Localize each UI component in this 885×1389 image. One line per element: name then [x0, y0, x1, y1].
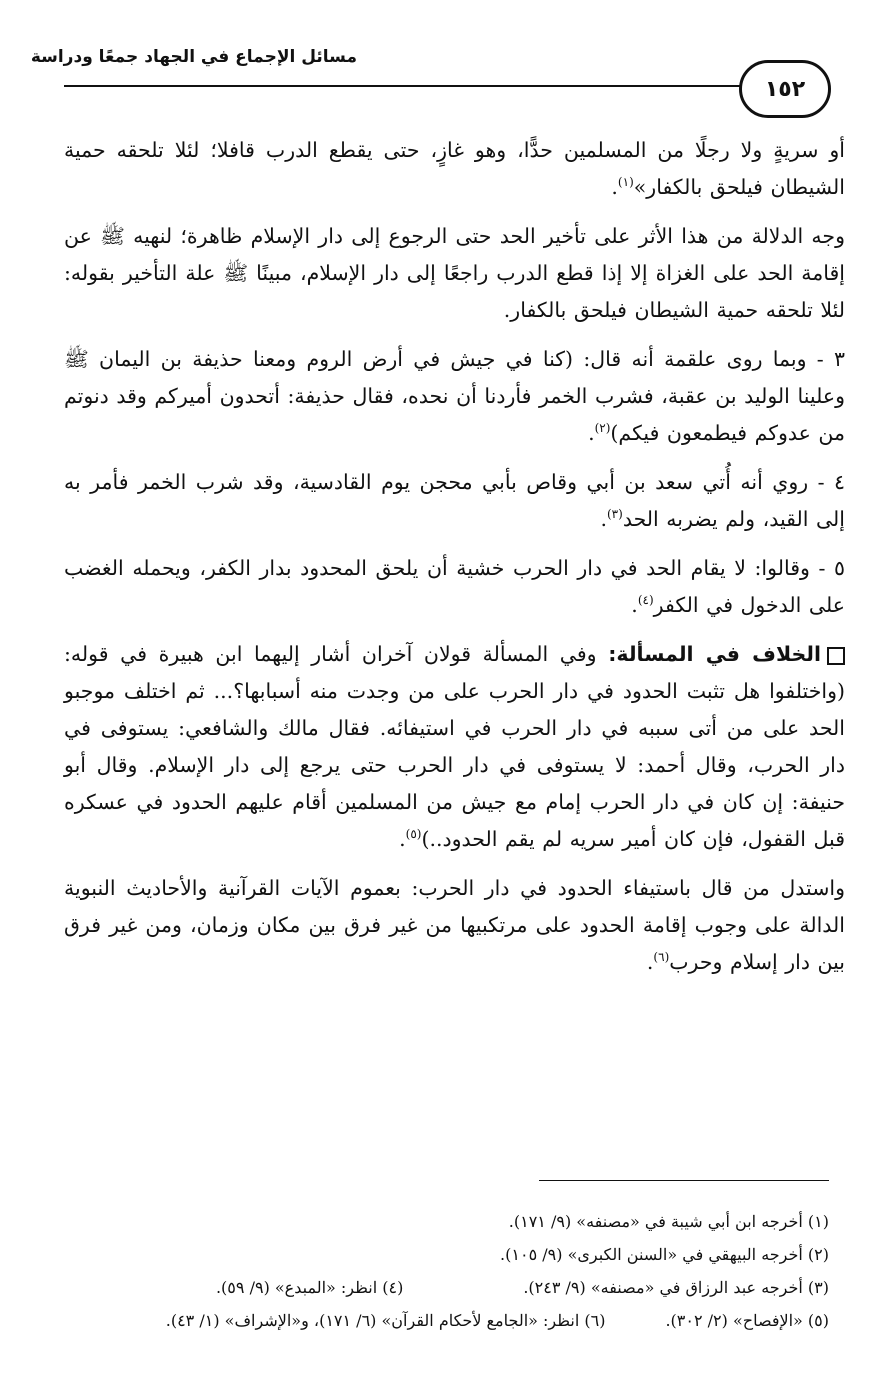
- footnote-row: [48, 1205, 829, 1238]
- paragraph-tail: .: [600, 507, 607, 531]
- paragraph-tail: .: [646, 950, 654, 974]
- main-text: [64, 132, 845, 981]
- page-number: ١٥٢: [764, 76, 806, 102]
- paragraph-tail: .: [399, 827, 406, 851]
- footnote-ref: (٣): [606, 507, 623, 522]
- paragraph-text: وجه الدلالة من هذا الأثر على تأخير الحد حتى الرجوع إلى دار الإسلام ظاهرة؛ لنهيه ﷺ عن إقامة الحد على الغزاة إلا إذا قطع الدرب راجعًا إلى دار الإسلام، مبينًا ﷺ علة التأخير بقوله: لئلا تلحقه حمية الشيطان فيلحق بالكفار.: [64, 224, 845, 322]
- footnote-row: [48, 1238, 829, 1271]
- footnote-5: (٥) «الإفصاح» (٢/ ٣٠٢).: [665, 1311, 829, 1330]
- paragraph-tail: .: [631, 593, 638, 617]
- footnote-row: [48, 1304, 829, 1337]
- footnote-ref: (٤): [637, 593, 654, 608]
- footnote-ref: (١): [617, 175, 634, 190]
- paragraph-text: ٣ - وبما روى علقمة أنه قال: (كنا في جيش في أرض الروم ومعنا حذيفة بن اليمان ﷺ وعلينا الوليد بن عقبة، فشرب الخمر فأردنا أن نحده، فقال حذيفة: أتحدون أميركم وقد دنوتم من عدوكم فيطمعون فيكم): [64, 347, 845, 445]
- footnotes: [48, 1205, 829, 1337]
- footnote-6: (٦) انظر: «الجامع لأحكام القرآن» (٦/ ١٧١)، و«الإشراف» (١/ ٤٣).: [165, 1311, 606, 1330]
- footnote-rule: [539, 1180, 829, 1181]
- footnote-ref: (٦): [653, 950, 670, 965]
- paragraph-tail: .: [611, 175, 618, 199]
- footnote-ref: (٢): [594, 421, 611, 436]
- page-number-badge: [739, 60, 831, 118]
- footnote-2: (٢) أخرجه البيهقي في «السنن الكبرى» (٩/ ١٠٥).: [500, 1245, 829, 1264]
- footnote-row: [48, 1271, 829, 1304]
- section-heading: الخلاف في المسألة:: [608, 642, 822, 666]
- paragraph-text: وفي المسألة قولان آخران أشار إليهما ابن هبيرة في قوله: (واختلفوا هل تثبت الحدود في دار الحرب على من وجدت منه أسبابها؟... ثم اختلف موجبو الحد على من أتى سببه في دار الحرب في استيفائه. فقال مالك والشافعي: يستوفى في دار الحرب، وقال أحمد: لا يستوفى في دار الحرب حتى يرجع إلى دار الإسلام. وقال أبو حنيفة: إن كان في دار الحرب إمام مع جيش من المسلمين أقام عليهم الحدود في عسكره قبل القفول، فإن كان أمير سريه لم يقم الحدود..): [64, 642, 845, 851]
- footnote-ref: (٥): [405, 827, 422, 842]
- header-rule: [64, 85, 780, 87]
- paragraph-1: [64, 132, 845, 206]
- paragraph-4: [64, 464, 845, 538]
- paragraph-text: ٥ - وقالوا: لا يقام الحد في دار الحرب خشية أن يلحق المحدود بدار الكفر، ويحمله الغضب على الدخول في الكفر: [64, 556, 845, 617]
- footnote-3: (٣) أخرجه عبد الرزاق في «مصنفه» (٩/ ٢٤٣).: [523, 1278, 829, 1297]
- square-bullet-icon: [827, 647, 845, 665]
- paragraph-text: أو سريةٍ ولا رجلًا من المسلمين حدًّا، وهو غازٍ، حتى يقطع الدرب قافلا؛ لئلا تلحقه حمية الشيطان فيلحق بالكفار»: [64, 138, 845, 199]
- paragraph-5: [64, 550, 845, 624]
- paragraph-7: [64, 870, 845, 981]
- paragraph-2: [64, 218, 845, 329]
- paragraph-tail: .: [588, 421, 595, 445]
- footnote-4: (٤) انظر: «المبدع» (٩/ ٥٩).: [215, 1278, 404, 1297]
- footnote-1: (١) أخرجه ابن أبي شيبة في «مصنفه» (٩/ ١٧١).: [508, 1212, 829, 1231]
- running-header-title: مسائل الإجماع في الجهاد جمعًا ودراسة: [30, 47, 357, 67]
- paragraph-3: [64, 341, 845, 452]
- paragraph-6: [64, 636, 845, 858]
- paragraph-text: واستدل من قال باستيفاء الحدود في دار الحرب: بعموم الآيات القرآنية والأحاديث النبوية الدالة على وجوب إقامة الحدود على مرتكبيها من غير فرق بين مكان وزمان، ومن غير فرق بين دار إسلام وحرب: [64, 876, 845, 974]
- paragraph-text: ٤ - روي أنه أُتي سعد بن أبي وقاص بأبي محجن يوم القادسية، وقد شرب الخمر فأمر به إلى القيد، ولم يضربه الحد: [64, 470, 845, 531]
